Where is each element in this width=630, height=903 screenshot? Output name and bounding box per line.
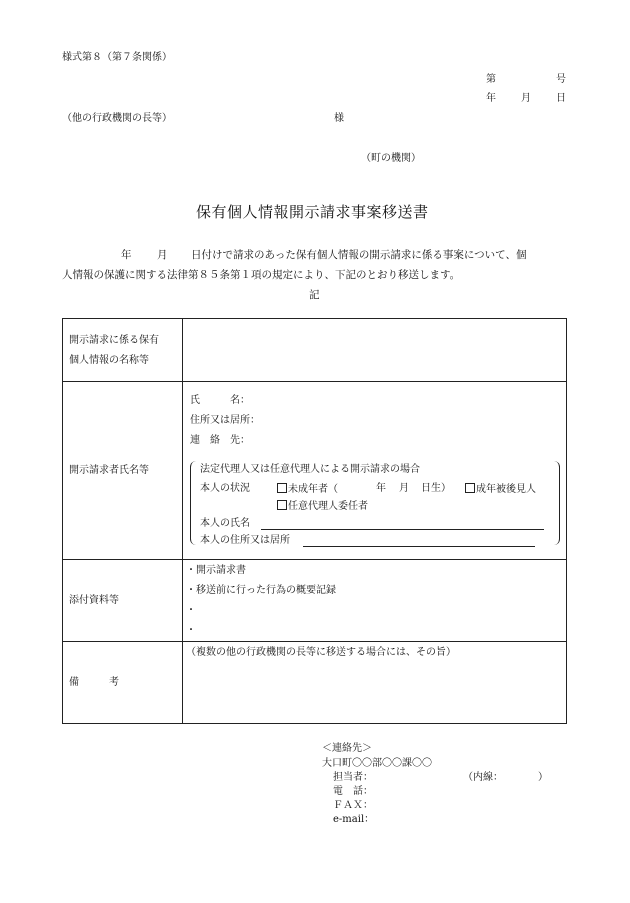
transfer-table	[62, 318, 567, 724]
addressee-honorific: 様	[334, 113, 344, 124]
row-label-info-name-b: 個人情報の名称等	[69, 355, 149, 366]
minor-birth-day: 日生）	[421, 483, 451, 494]
attachment-item: ・移送前に行った行為の概要記録	[186, 585, 336, 596]
principal-status-label: 本人の状況	[200, 483, 250, 494]
row-label-info-name-a: 開示請求に係る保有	[69, 335, 159, 346]
body-month: 月	[157, 249, 168, 261]
contact-heading: ＜連絡先＞	[322, 743, 372, 754]
delegator-option	[277, 500, 368, 513]
delegator-label: 任意代理人委任者	[288, 501, 368, 512]
body-year: 年	[121, 249, 132, 261]
contact-email-label: e-mail：	[333, 814, 375, 825]
requester-name-label: 氏 名：	[190, 395, 250, 406]
ki-label: 記	[309, 289, 320, 301]
contact-extension: （内線： ）	[463, 772, 548, 783]
attachment-item: ・開示請求書	[186, 565, 246, 576]
guardian-checkbox[interactable]	[465, 483, 475, 493]
principal-address-row	[200, 535, 535, 547]
principal-name-label: 本人の氏名	[200, 518, 250, 529]
remarks-note: （複数の他の行政機関の長等に移送する場合には、その旨）	[186, 647, 456, 658]
requester-contact-label: 連 絡 先：	[190, 435, 250, 446]
principal-address-line[interactable]	[303, 536, 535, 547]
document-number-prefix: 第	[486, 74, 496, 85]
date-year: 年	[486, 93, 496, 104]
row-label-requester: 開示請求者氏名等	[69, 465, 149, 476]
contact-fax-label: ＦＡＸ：	[333, 800, 373, 811]
principal-name-line[interactable]	[261, 519, 544, 530]
attachment-item: ・	[186, 605, 196, 616]
date-month: 月	[521, 93, 531, 104]
row-label-remarks: 備 考	[69, 677, 119, 688]
row-divider	[63, 381, 566, 382]
guardian-option	[465, 483, 536, 496]
date-day: 日	[556, 93, 566, 104]
body-line-1: 日付けで請求のあった保有個人情報の開示請求に係る事案について、個	[191, 249, 527, 261]
agent-heading: 法定代理人又は任意代理人による開示請求の場合	[200, 464, 420, 475]
principal-name-row	[200, 518, 544, 530]
minor-birth-year: 年	[376, 483, 386, 494]
form-number: 様式第８（第７条関係）	[62, 52, 172, 63]
delegator-checkbox[interactable]	[277, 500, 287, 510]
row-divider	[63, 559, 566, 560]
contact-department: 大口町〇〇部〇〇課〇〇	[322, 758, 432, 769]
requester-address-label: 住所又は居所：	[190, 415, 260, 426]
minor-label: 未成年者（	[288, 484, 338, 495]
row-label-attachments: 添付資料等	[69, 595, 119, 606]
label-column-divider	[182, 319, 183, 723]
addressee: （他の行政機関の長等）	[62, 113, 172, 124]
guardian-label: 成年被後見人	[476, 484, 536, 495]
attachment-item: ・	[186, 625, 196, 636]
principal-address-label: 本人の住所又は居所	[200, 535, 290, 546]
body-line-2: 人情報の保護に関する法律第８５条第１項の規定により、下記のとおり移送します。	[62, 269, 461, 281]
row-divider	[63, 641, 566, 642]
minor-birth-month: 月	[399, 483, 409, 494]
contact-person-label: 担当者：	[333, 772, 373, 783]
page-title: 保有個人情報開示請求事案移送書	[196, 203, 429, 221]
document-number-suffix: 号	[556, 74, 566, 85]
sender: （町の機関）	[361, 153, 421, 164]
minor-option	[277, 483, 338, 496]
contact-phone-label: 電 話：	[333, 786, 373, 797]
minor-checkbox[interactable]	[277, 483, 287, 493]
